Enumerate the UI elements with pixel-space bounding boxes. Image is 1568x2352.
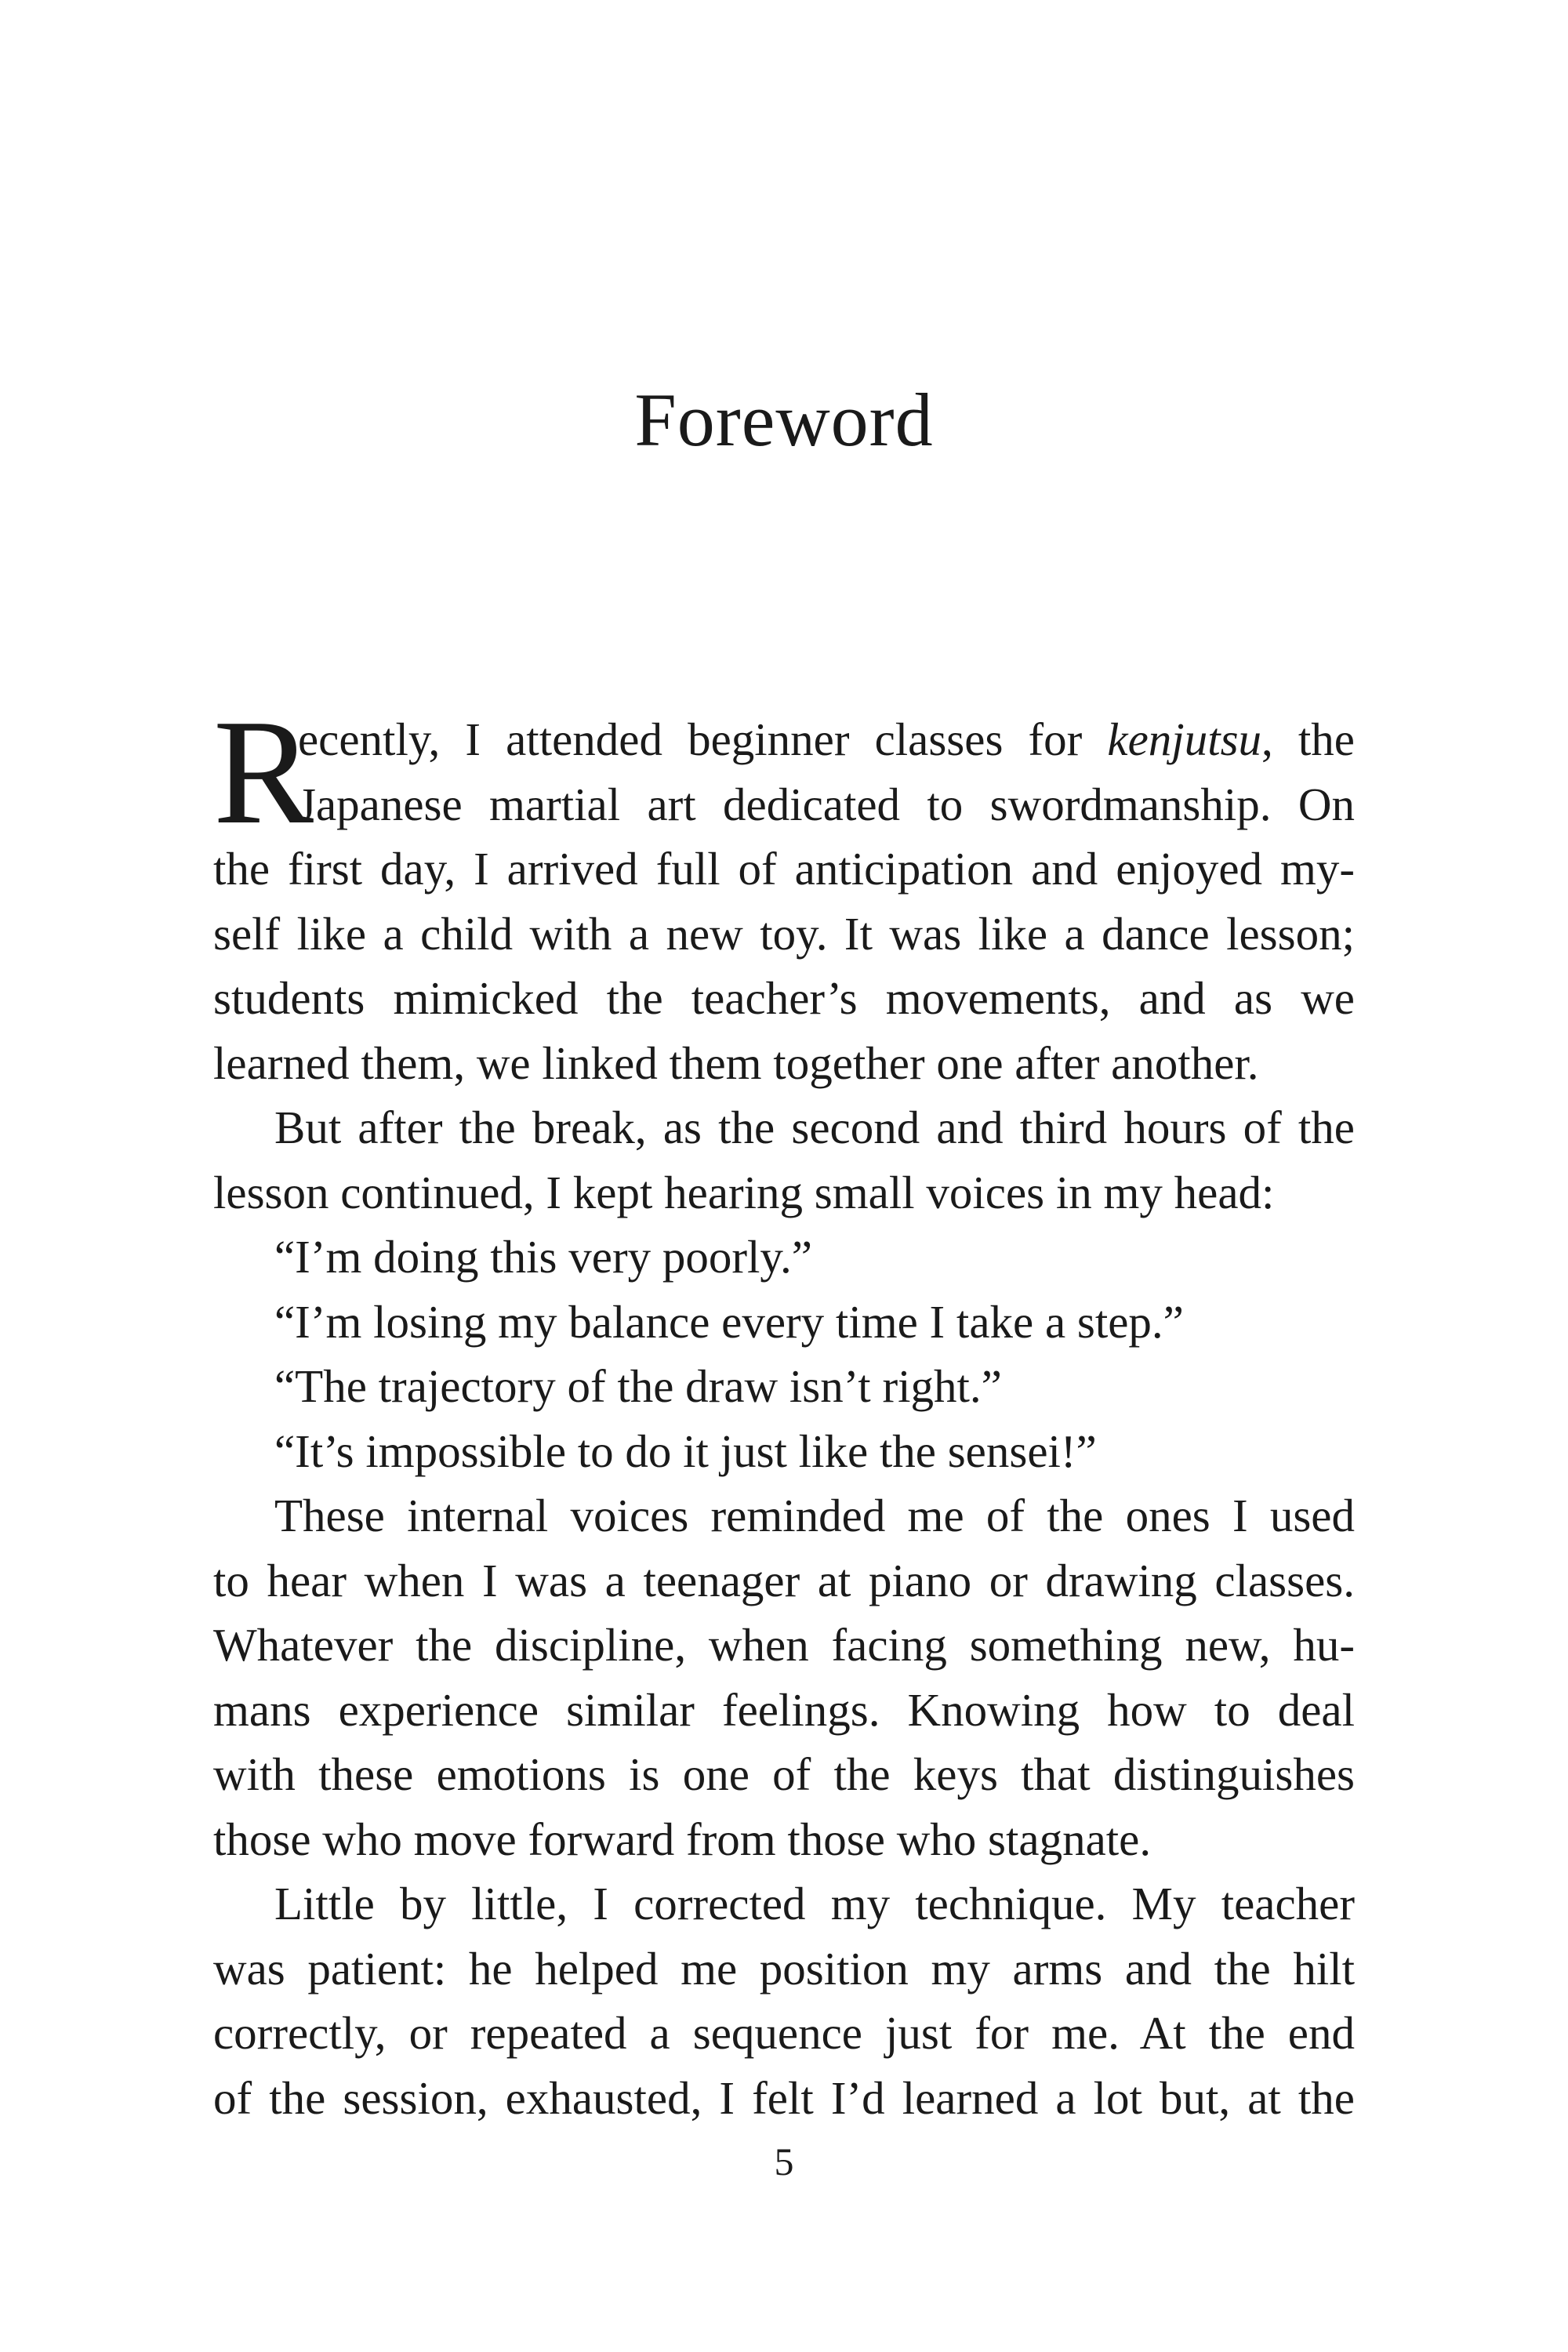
paragraph-line: the first day, I arrived full of anticipation and enjoyed my-	[213, 843, 1355, 895]
page-number: 5	[774, 2140, 794, 2183]
line-text: ecently, I attended beginner classes for	[298, 713, 1108, 765]
paragraph-line: Whatever the discipline, when facing something new, hu-	[213, 1619, 1355, 1671]
quote-line: “I’m doing this very poorly.”	[274, 1231, 812, 1283]
paragraph-line: those who move forward from those who stagnate.	[213, 1813, 1152, 1865]
paragraph-line: Japanese martial art dedicated to swordmanship. On	[298, 778, 1355, 830]
paragraph-line: of the session, exhausted, I felt I’d learned a lot but, at the	[213, 2071, 1355, 2124]
paragraph-line: Little by little, I corrected my technique. My teacher	[274, 1878, 1355, 1929]
quote-line: “It’s impossible to do it just like the sensei!”	[274, 1425, 1097, 1477]
drop-cap: R	[213, 688, 314, 855]
italic-term: kenjutsu	[1107, 713, 1262, 765]
paragraph-line: students mimicked the teacher’s movements, and as we	[213, 972, 1355, 1024]
body-text	[213, 688, 1355, 2130]
line-text: , the	[1261, 713, 1355, 765]
paragraph-line: was patient: he helped me position my arms and the hilt	[213, 1942, 1355, 1994]
paragraph-line: These internal voices reminded me of the ones I used	[274, 1490, 1355, 1541]
paragraph-line: self like a child with a new toy. It was like a dance lesson;	[213, 907, 1355, 960]
paragraph-line: correctly, or repeated a sequence just for me. At the end	[213, 2007, 1355, 2059]
paragraph-line: lesson continued, I kept hearing small voices in my head:	[213, 1166, 1275, 1218]
paragraph-line: to hear when I was a teenager at piano or drawing classes.	[213, 1554, 1355, 1606]
paragraph-line: But after the break, as the second and third hours of the	[274, 1102, 1355, 1153]
paragraph-line: with these emotions is one of the keys that distinguishes	[213, 1748, 1355, 1800]
paragraph-line: mans experience similar feelings. Knowing how to deal	[213, 1683, 1355, 1736]
quote-line: “The trajectory of the draw isn’t right.”	[274, 1360, 1002, 1412]
paragraph-line: learned them, we linked them together one after another.	[213, 1036, 1259, 1089]
chapter-title: Foreword	[634, 378, 934, 462]
quote-line: “I’m losing my balance every time I take a step.”	[274, 1295, 1184, 1348]
